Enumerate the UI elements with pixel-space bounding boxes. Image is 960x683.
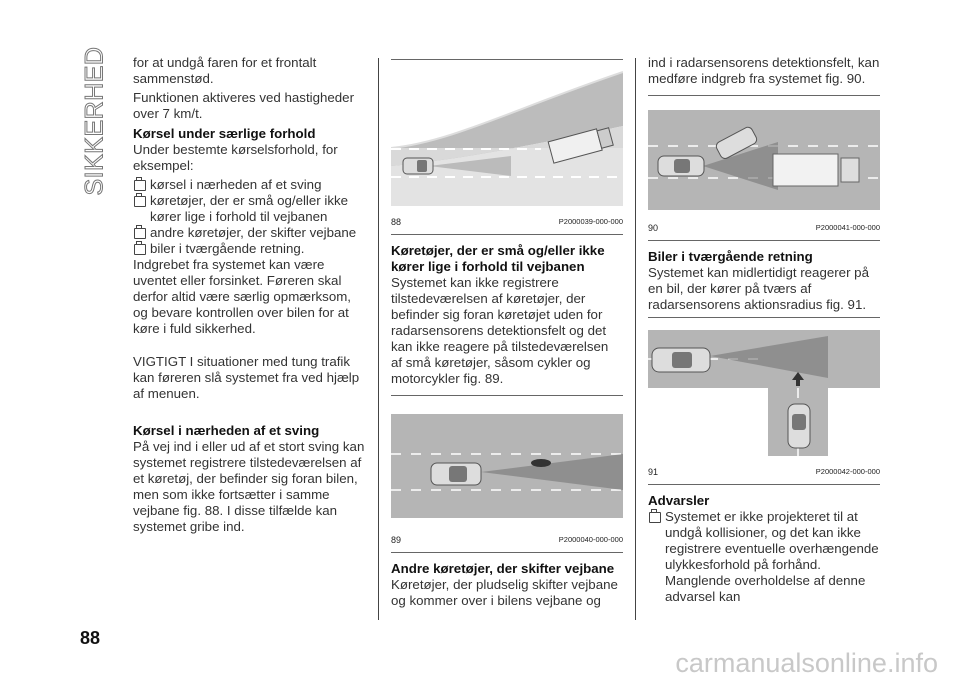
figure-number: 89 [391,535,402,545]
paragraph: Funktionen aktiveres ved hastigheder over 7 km/t. [133,90,355,121]
paragraph: På vej ind i eller ud af et stort sving kan systemet registrere tilstedeværelsen af et køretøj, der befinder sig foran bilen, men som ikke fortsætter i samme vejbane fig. 88. I disse tilfælde kan systemet gribe ind. [133,439,365,534]
figure-89-illustration [391,406,623,526]
heading: Køretøjer, der er små og/eller ikke kører lige i forhold til vejbanen [391,243,605,274]
figure-88 [391,70,623,235]
watermark: carmanualsonline.info [675,648,938,678]
figure-code: P2000039-000-000 [558,217,623,226]
paragraph: Systemet kan midlertidigt reagerer på en bil, der kører på tværs af radarsensorens aktionsradius fig. 91. [648,265,869,312]
figure-number: 90 [648,223,659,233]
paragraph: ind i radarsensorens detektionsfelt, kan medføre indgreb fra systemet fig. 90. [648,55,880,86]
car-bullet-icon [134,228,146,239]
list-item: kørsel i nærheden af et sving [133,177,365,193]
car-bullet-icon [134,180,146,191]
paragraph: Køretøjer, der pludselig skifter vejbane og kommer over i bilens vejbane og [391,577,618,608]
column-3 [648,55,880,605]
figure-88-illustration [391,70,623,208]
figure-89 [391,406,623,553]
paragraph: Indgrebet fra systemet kan være uventet eller forsinket. Føreren skal derfor altid være særlig opmærksom, og bevare kontrollen over bilen for at køre i fuld sikkerhed. [133,257,351,336]
column-1 [133,55,365,538]
figure-91 [648,328,880,485]
warning-paragraph: Systemet er ikke projekteret til at undgå kollisioner, og det kan ikke registrere eventuelle overhængende ulykkesforhold på forhånd. Manglende overholdelse af denne advarsel kan [648,509,880,605]
paragraph: Systemet kan ikke registrere tilstedeværelsen af køretøjer, der befinder sig foran køretøjet uden for radarsensorens detektionsfelt og det kan ikke reagere på tilstedeværelsen af små køretøjer, såsom cykler og motorcykler fig. 89. [391,275,609,386]
heading: Biler i tværgående retning [648,249,813,264]
car-bullet-icon [134,196,146,207]
figure-code: P2000040-000-000 [558,535,623,544]
paragraph: VIGTIGT I situationer med tung trafik kan føreren slå systemet fra ved hjælp af menuen. [133,354,360,401]
list-item: andre køretøjer, der skifter vejbane [133,225,365,241]
paragraph: Under bestemte kørselsforhold, for eksempel: [133,142,338,173]
page-number: 88 [80,628,101,648]
list-item: køretøjer, der er små og/eller ikke kører lige i forhold til vejbanen [133,193,365,225]
column-divider [378,58,379,620]
heading: Advarsler [648,493,710,508]
heading: Kørsel i nærheden af et sving [133,423,320,438]
figure-90-illustration [648,106,880,214]
figure-number: 91 [648,467,659,477]
heading: Andre køretøjer, der skifter vejbane [391,561,615,576]
figure-code: P2000041-000-000 [815,223,880,232]
car-bullet-icon [134,244,146,255]
column-2 [391,55,623,612]
figure-number: 88 [391,217,402,227]
figure-91-illustration [648,328,880,458]
section-title: SIKKERHED [80,46,109,196]
column-divider [635,58,636,620]
figure-code: P2000042-000-000 [815,467,880,476]
paragraph: for at undgå faren for et frontalt sammenstød. [133,55,317,86]
figure-90 [648,106,880,241]
car-bullet-icon [649,512,661,523]
heading: Kørsel under særlige forhold [133,126,316,141]
list-item: biler i tværgående retning. [133,241,365,257]
